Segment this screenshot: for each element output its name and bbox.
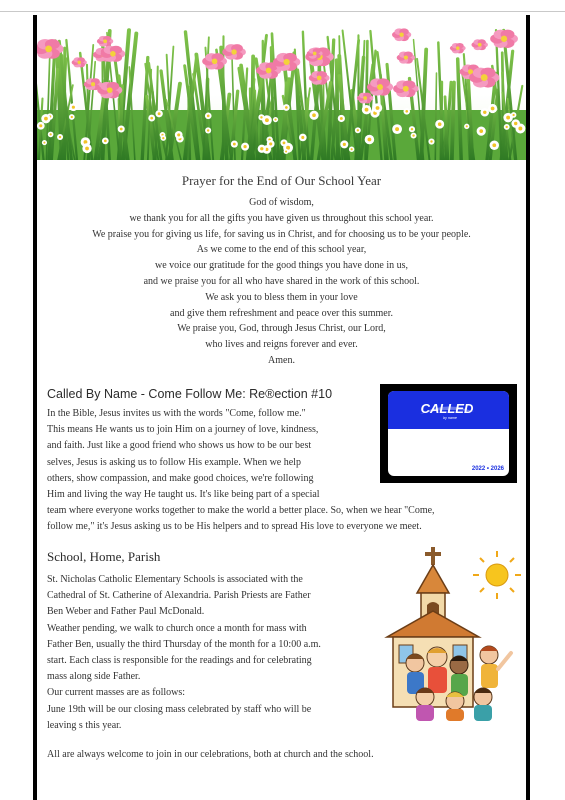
daisy-flower xyxy=(338,115,345,122)
school-line: start. Each class is responsible for the readings and for celebrating xyxy=(47,655,312,667)
flower-banner xyxy=(37,15,526,160)
daisy-flower xyxy=(241,143,249,151)
newsletter-page xyxy=(33,15,530,800)
prayer-line: We ask you to bless them in your love xyxy=(205,291,358,303)
daisy-flower xyxy=(511,119,520,128)
reflection-line: Him and living the way He taught us. It's like being part of a special xyxy=(47,489,320,501)
sun-icon xyxy=(473,551,521,599)
daisy-flower xyxy=(503,113,513,123)
daisy-flower xyxy=(205,112,212,119)
daisy-flower xyxy=(403,108,410,115)
pink-flower xyxy=(101,46,125,62)
daisy-flower xyxy=(362,105,371,114)
reflection-line: others, show compassion, and make good choices, we're following xyxy=(47,472,314,484)
school-line: leaving s this year. xyxy=(47,719,122,731)
pink-flower xyxy=(397,52,415,64)
daisy-flower xyxy=(392,124,402,134)
daisy-flower xyxy=(102,137,109,144)
daisy-flower xyxy=(231,141,238,148)
daisy-flower xyxy=(161,135,167,141)
prayer-title: Prayer for the End of Our School Year xyxy=(181,173,382,188)
called-word: CALLED xyxy=(420,401,474,416)
daisy-flower xyxy=(477,127,486,136)
pink-flower xyxy=(367,78,393,95)
called-by-name-logo xyxy=(380,384,517,483)
daisy-flower xyxy=(273,117,278,122)
daisy-flower xyxy=(349,147,354,152)
pink-flower xyxy=(72,57,87,67)
prayer-text xyxy=(37,195,526,369)
school-line: St. Nicholas Catholic Elementary Schools is associated with the xyxy=(47,574,303,585)
prayer-line: and give them refreshment and peace over this summer. xyxy=(170,307,393,319)
school-text xyxy=(47,572,321,734)
daisy-flower xyxy=(42,140,47,145)
daisy-flower xyxy=(41,114,50,123)
closing-text: All are always welcome to join in our celebrations, both at church and the school. xyxy=(47,749,374,760)
reflection-line: team where everyone works together to make the world a better place. So, when we hear "Come, xyxy=(47,505,435,517)
reflection-line: and faith. Just like a good friend who shows us how to be our best xyxy=(47,440,312,452)
grass-blade xyxy=(263,41,264,160)
prayer-line: Amen. xyxy=(268,354,295,366)
daisy-flower xyxy=(57,134,63,140)
prayer-line: we thank you for all the gifts you have given us throughout this school year. xyxy=(129,212,434,224)
daisy-flower xyxy=(488,104,497,113)
pink-flower xyxy=(222,44,246,60)
daisy-flower xyxy=(258,145,266,153)
pink-flower xyxy=(450,43,466,53)
called-years: 2022 • 2026 xyxy=(471,466,504,472)
called-tag: by name xyxy=(443,416,457,420)
prayer-line: we voice our gratitude for the good things you have done in us, xyxy=(155,260,408,272)
prayer-line: As we come to the end of this school year, xyxy=(196,244,367,256)
daisy-flower xyxy=(504,124,510,130)
daisy-flower xyxy=(205,127,211,133)
school-line: Cathedral of St. Catherine of Alexandria. Parish Priests are Father xyxy=(47,590,311,602)
pink-flower xyxy=(357,93,373,104)
pink-flower xyxy=(490,30,518,48)
daisy-flower xyxy=(48,132,54,138)
school-heading: School, Home, Parish xyxy=(47,549,161,564)
reflection-heading: Called By Name - Come Follow Me: Re®ection #10 xyxy=(47,387,333,401)
reflection-text xyxy=(47,406,435,536)
children-group xyxy=(406,646,511,721)
daisy-flower xyxy=(299,134,307,142)
pink-flower xyxy=(393,80,418,97)
daisy-flower xyxy=(267,140,275,148)
daisy-flower xyxy=(283,104,290,111)
daisy-flower xyxy=(435,120,444,129)
daisy-flower xyxy=(284,149,289,154)
daisy-flower xyxy=(258,114,264,120)
grass-blade xyxy=(452,83,454,160)
daisy-flower xyxy=(155,110,162,117)
daisy-flower xyxy=(69,103,77,111)
prayer-line: We praise you for giving us life, for saving us in Christ, and for choosing us to be your people. xyxy=(92,228,471,240)
pink-flower xyxy=(202,53,227,69)
pink-flower xyxy=(471,39,487,50)
daisy-flower xyxy=(409,126,415,132)
prayer-line: and we praise you for all who have shared in the work of this school. xyxy=(143,275,420,287)
daisy-flower xyxy=(373,103,382,112)
reflection-line: In the Bible, Jesus invites us with the words "Come, follow me." xyxy=(47,408,306,419)
school-line: Ben Weber and Father Paul McDonald. xyxy=(47,606,205,618)
pink-flower xyxy=(307,48,323,59)
newsletter-content xyxy=(37,15,526,800)
daisy-flower xyxy=(340,140,348,148)
daisy-flower xyxy=(37,122,45,130)
pink-flower xyxy=(273,53,300,71)
reflection-line: This means He wants us to join Him on a journey of love, kindness, xyxy=(47,424,319,436)
called-logo-card xyxy=(388,391,509,476)
school-line: Our current masses are as follows: xyxy=(47,687,186,699)
pink-flower xyxy=(392,28,411,41)
pink-flower xyxy=(309,71,330,85)
reflection-line: follow me," it's Jesus asking us to be His helpers and to spread His love to everyone we meet. xyxy=(47,521,422,533)
cross-icon xyxy=(425,547,441,565)
daisy-flower xyxy=(480,108,489,117)
school-line: Father Ben, usually the third Thursday of the month for a 10:00 a.m. xyxy=(47,638,321,650)
called-wordmark xyxy=(416,396,478,422)
flower-field-image xyxy=(37,15,526,160)
pink-flower xyxy=(84,78,102,90)
pink-flower xyxy=(469,68,499,88)
prayer-line: who lives and reigns forever and ever. xyxy=(205,339,358,351)
daisy-flower xyxy=(365,135,375,145)
prayer-line: We praise you, God, through Jesus Christ, our Lord, xyxy=(177,323,386,335)
daisy-flower xyxy=(464,124,469,129)
daisy-flower xyxy=(411,133,417,139)
top-rule xyxy=(0,11,565,12)
daisy-flower xyxy=(355,127,361,133)
daisy-flower xyxy=(490,141,499,150)
pink-flower xyxy=(97,36,113,47)
reflection-line: selves, Jesus is asking us to follow His example. When we help xyxy=(47,456,301,468)
daisy-flower xyxy=(309,111,318,120)
daisy-flower xyxy=(428,138,434,144)
school-line: Weather pending, we walk to church once a month for mass with xyxy=(47,622,307,634)
daisy-flower xyxy=(175,131,183,139)
church-children-illustration xyxy=(379,545,525,723)
prayer-line: God of wisdom, xyxy=(249,197,314,208)
daisy-flower xyxy=(82,144,91,153)
school-line: June 19th will be our closing mass celebrated by staff who will be xyxy=(47,703,312,715)
school-line: mass along side Father. xyxy=(47,671,141,683)
grass-blade xyxy=(337,60,338,160)
daisy-flower xyxy=(148,115,155,122)
daisy-flower xyxy=(69,114,75,120)
daisy-flower xyxy=(118,125,125,132)
